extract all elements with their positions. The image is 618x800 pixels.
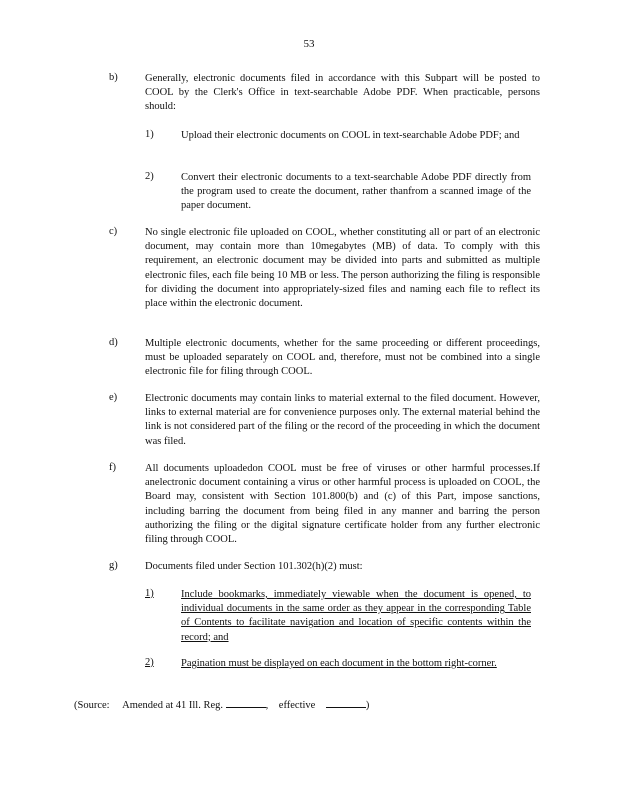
paragraph-label: c) [109, 226, 118, 237]
paragraph-text: Generally, electronic documents filed in accordance with this Subpart will be posted to COOL by the Clerk's Office in text-searchable Adobe PDF. When practicable, persons should: [145, 73, 540, 113]
subitem-text [181, 657, 531, 671]
subitem-label: 2) [145, 657, 154, 668]
source-note [74, 698, 554, 713]
subitem-label: 2) [145, 171, 154, 182]
subitem-text-underlined: Pagination must be displayed on each document in the bottom right-corner. [181, 658, 497, 669]
paragraph-label: d) [109, 337, 118, 348]
paragraph-text: Documents filed under Section 101.302(h)(2) must: [145, 561, 363, 572]
subitem-label: 1) [145, 588, 154, 599]
source-effective: effective [278, 700, 316, 711]
paragraph-text: Electronic documents may contain links to material external to the filed document. However, links to external material are for convenience purposes only. The external material behind the link is not considered part of the filing or the record of the proceeding in which the document was filed. [145, 393, 540, 447]
subitem-text: Upload their electronic documents on COOL in text-searchable Adobe PDF; and [181, 130, 520, 141]
source-comma: , [265, 700, 269, 711]
effective-date-blank [326, 698, 366, 708]
paragraph-label: g) [109, 560, 118, 571]
paragraph-label: b) [109, 72, 118, 83]
paragraph-label: f) [109, 462, 116, 473]
paragraph-text: All documents uploadedon COOL must be free of viruses or other harmful processes.If anelectronic document containing a virus or other harmful process is uploaded on COOL, the Board may, consistent with Section 101.800(b) and (c) of this Part, impose sanctions, including barring the document from being filed in any manner and barring the person authorizing the filing or the digital signature certificate holder from any further electronic filing through COOL. [145, 463, 540, 546]
paragraph-text: No single electronic file uploaded on COOL, whether constituting all or part of an electronic document, may contain more than 10megabytes (MB) of data. To comply with this requirement, an electronic document may be divided into parts and submitted as multiple electronic files, each file being 10 MB or less. The person authorizing the filing is responsible for dividing the document into appropriately-sized files and naming each file to reflect its place within the electronic document. [145, 227, 540, 310]
paragraph-text: Multiple electronic documents, whether for the same proceeding or different proceedings, must be uploaded separately on COOL and, therefore, must not be combined into a single electronic file for filing through COOL. [145, 338, 540, 378]
subitem-text: Include bookmarks, immediately viewable when the document is opened, to individual documents in the same order as they appear in the corresponding Table of Contents to facilitate navigation and location of specific contents within the record; and [181, 589, 531, 643]
source-amended: Amended at 41 Ill. Reg. [122, 700, 224, 711]
page-number: 53 [303, 38, 315, 50]
source-suffix: ) [365, 700, 370, 711]
register-blank [226, 698, 266, 708]
paragraph-label: e) [109, 392, 118, 403]
source-prefix: (Source: [74, 700, 110, 711]
subitem-text: Convert their electronic documents to a text-searchable Adobe PDF directly from the program used to create the document, rather thanfrom a scanned image of the paper document. [181, 172, 531, 212]
subitem-label: 1) [145, 129, 154, 140]
